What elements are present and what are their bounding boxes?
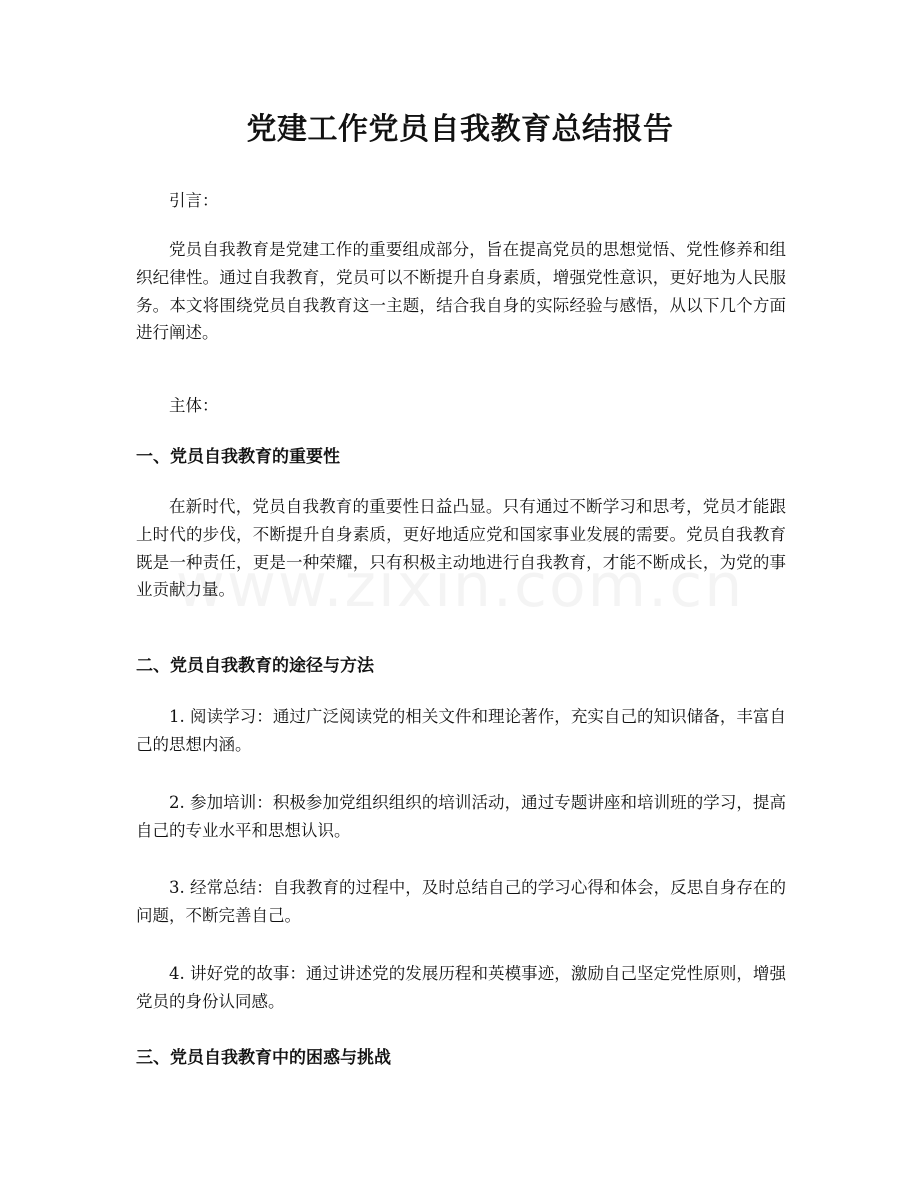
section-heading-1: 一、党员自我教育的重要性 [136,447,340,467]
body-label: 主体： [169,396,219,415]
list-item-reading: 1. 阅读学习：通过广泛阅读党的相关文件和理论著作，充实自己的知识储备，丰富自己的思想内涵。 [136,707,786,754]
list-item-training: 2. 参加培训：积极参加党组织组织的培训活动，通过专题讲座和培训班的学习，提高自己的专业水平和思想认识。 [136,793,786,840]
intro-paragraph: 党员自我教育是党建工作的重要组成部分，旨在提高党员的思想觉悟、党性修养和组织纪律性。通过自我教育，党员可以不断提升自身素质，增强党性意识，更好地为人民服务。本文将围绕党员自我教育这一主题，结合我自身的实际经验与感悟，从以下几个方面进行阐述。 [136,240,786,343]
section-heading-2: 二、党员自我教育的途径与方法 [136,656,374,676]
section-1-paragraph: 在新时代，党员自我教育的重要性日益凸显。只有通过不断学习和思考，党员才能跟上时代的步伐，不断提升自身素质，更好地适应党和国家事业发展的需要。党员自我教育既是一种责任，更是一种荣耀，只有积极主动地进行自我教育，才能不断成长，为党的事业贡献力量。 [136,497,786,600]
section-heading-3: 三、党员自我教育中的困惑与挑战 [136,1048,391,1068]
list-item-summary: 3. 经常总结：自我教育的过程中，及时总结自己的学习心得和体会，反思自身存在的问题，不断完善自己。 [136,878,786,925]
list-item-party-stories: 4. 讲好党的故事：通过讲述党的发展历程和英模事迹，激励自己坚定党性原则，增强党员的身份认同感。 [136,964,786,1011]
document-title: 党建工作党员自我教育总结报告 [246,112,674,147]
intro-label: 引言： [169,191,219,210]
